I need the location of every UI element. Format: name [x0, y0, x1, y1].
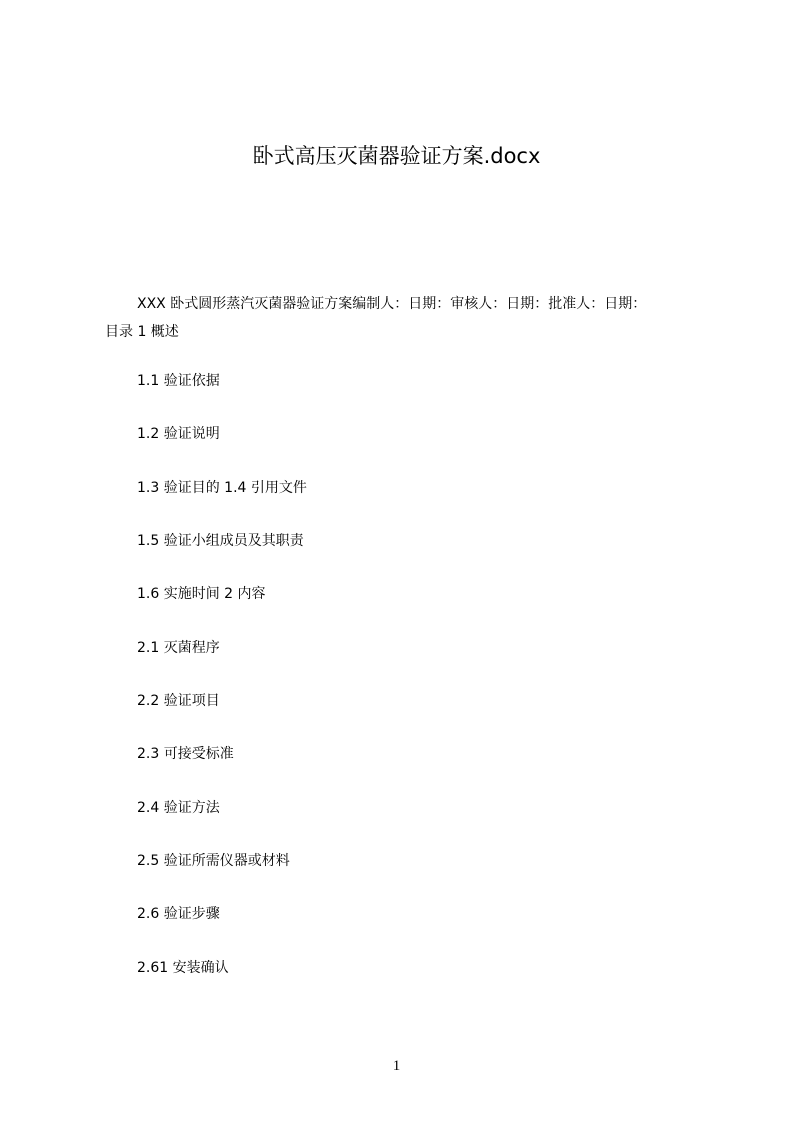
- toc-item: 1.5 验证小组成员及其职责: [137, 533, 304, 549]
- toc-item: 2.5 验证所需仪器或材料: [137, 853, 290, 869]
- toc-item: 1.2 验证说明: [137, 426, 220, 442]
- document-title: 卧式高压灭菌器验证方案.docx: [252, 144, 541, 168]
- toc-item: 1.6 实施时间 2 内容: [137, 586, 266, 602]
- document-intro: [105, 290, 715, 346]
- toc-item: 1.1 验证依据: [137, 373, 220, 389]
- toc-item: 2.3 可接受标准: [137, 746, 234, 762]
- toc-item: 2.61 安装确认: [137, 960, 229, 976]
- toc-item: 2.1 灭菌程序: [137, 640, 220, 656]
- toc-item: 2.4 验证方法: [137, 800, 220, 816]
- approval-line: XXX 卧式圆形蒸汽灭菌器验证方案编制人：日期：审核人：日期：批准人：日期：: [137, 296, 647, 312]
- toc-item: 2.6 验证步骤: [137, 906, 220, 922]
- toc-item: 2.2 验证项目: [137, 693, 220, 709]
- page-number: 1: [392, 1058, 401, 1074]
- toc-item: 1.3 验证目的 1.4 引用文件: [137, 480, 307, 496]
- toc-heading: 目录 1 概述: [105, 324, 179, 340]
